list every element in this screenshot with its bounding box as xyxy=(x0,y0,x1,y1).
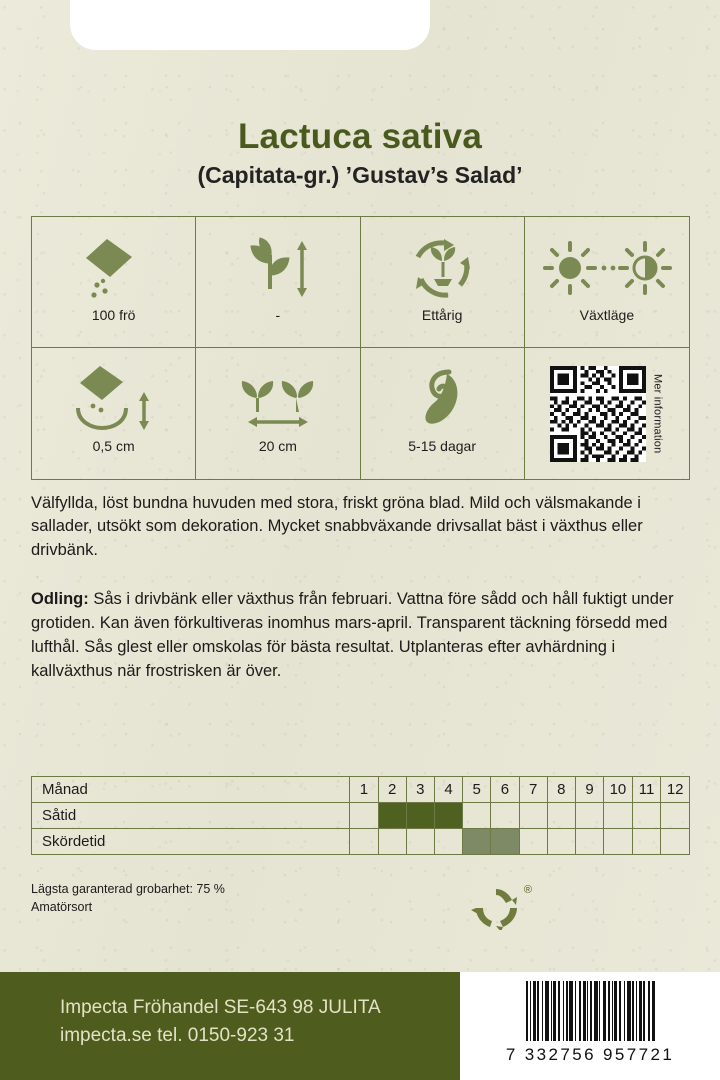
barcode-number: 7 332756 957721 xyxy=(505,1045,675,1064)
harvest-month-3 xyxy=(406,829,434,855)
month-header-11: 11 xyxy=(632,777,661,803)
table-header-label: Månad xyxy=(32,777,350,803)
month-header-1: 1 xyxy=(350,777,378,803)
variety-subtitle: (Capitata-gr.) ’Gustav’s Salad’ xyxy=(197,161,523,188)
grid-cell-sowing-depth xyxy=(32,348,196,479)
grid-cell-caption: 0,5 cm xyxy=(92,438,135,454)
sow-month-8 xyxy=(547,803,575,829)
annual-lifecycle-icon xyxy=(404,231,480,305)
month-header-12: 12 xyxy=(661,777,690,803)
footer-bar xyxy=(0,972,720,1080)
grid-cell-caption: 100 frö xyxy=(91,307,136,323)
description-text: Välfyllda, löst bundna huvuden med stora, friskt gröna blad. Mild och välsmakande i sallader, utsökt som dekoration. Mycket snabbväxande drivsallat bäst i växthus eller drivbänk. xyxy=(31,494,643,559)
germination-sprout-icon xyxy=(407,362,477,436)
grid-cell-caption: 20 cm xyxy=(258,438,297,454)
grid-cell-caption: 5-15 dagar xyxy=(408,438,476,454)
sow-month-10 xyxy=(604,803,633,829)
month-header-4: 4 xyxy=(434,777,462,803)
month-header-8: 8 xyxy=(547,777,575,803)
barcode-area xyxy=(460,972,720,1080)
harvest-month-4 xyxy=(434,829,462,855)
harvest-month-2 xyxy=(378,829,406,855)
harvest-month-9 xyxy=(575,829,603,855)
germination-rate-note: Lägsta garanterad grobarhet: 75 % xyxy=(31,882,225,896)
sowing-harvest-table xyxy=(31,776,690,855)
harvest-month-7 xyxy=(519,829,547,855)
harvest-month-8 xyxy=(547,829,575,855)
seed-class-note: Amatörsort xyxy=(31,900,93,915)
harvest-month-1 xyxy=(350,829,378,855)
plant-height-arrow-icon xyxy=(238,231,318,305)
month-header-6: 6 xyxy=(491,777,519,803)
grid-cell-more-info[interactable] xyxy=(525,348,689,479)
cultivation-text xyxy=(31,588,693,684)
sow-month-6 xyxy=(491,803,519,829)
sow-month-5 xyxy=(463,803,491,829)
table-row-header xyxy=(32,777,690,803)
grid-cell-caption: Växtläge xyxy=(579,307,635,323)
month-header-5: 5 xyxy=(463,777,491,803)
barcode-icon xyxy=(526,981,655,1041)
month-header-7: 7 xyxy=(519,777,547,803)
packet-hang-notch xyxy=(70,0,430,50)
sow-month-4 xyxy=(434,803,462,829)
row-label-sowing: Såtid xyxy=(32,803,350,829)
grid-cell-seed-count xyxy=(32,217,196,348)
green-dot-icon xyxy=(470,884,532,930)
table-row-sowing xyxy=(32,803,690,829)
harvest-month-10 xyxy=(604,829,633,855)
sow-month-12 xyxy=(661,803,690,829)
qr-code-icon[interactable] xyxy=(550,366,646,462)
month-header-9: 9 xyxy=(575,777,603,803)
grid-cell-caption: Ettårig xyxy=(421,307,463,323)
month-header-10: 10 xyxy=(604,777,633,803)
harvest-month-12 xyxy=(661,829,690,855)
icon-info-grid xyxy=(31,216,690,480)
grid-cell-germination-time xyxy=(361,348,525,479)
harvest-month-6 xyxy=(491,829,519,855)
sow-month-11 xyxy=(632,803,661,829)
cultivation-label: Odling: xyxy=(31,590,89,608)
page-title: Lactuca sativa xyxy=(237,117,483,156)
month-header-2: 2 xyxy=(378,777,406,803)
harvest-month-11 xyxy=(632,829,661,855)
company-address: Impecta Fröhandel SE-643 98 JULITA xyxy=(60,997,381,1018)
row-label-harvest: Skördetid xyxy=(32,829,350,855)
harvest-month-5 xyxy=(463,829,491,855)
sow-month-9 xyxy=(575,803,603,829)
grid-cell-caption: Mer information xyxy=(651,373,664,454)
month-header-3: 3 xyxy=(406,777,434,803)
sow-month-7 xyxy=(519,803,547,829)
sow-month-3 xyxy=(406,803,434,829)
company-info xyxy=(60,994,381,1049)
grid-cell-caption: - xyxy=(275,307,281,323)
grid-cell-location xyxy=(525,217,689,348)
registered-mark: ® xyxy=(523,884,532,896)
grid-cell-lifecycle xyxy=(361,217,525,348)
table-row-harvest xyxy=(32,829,690,855)
plant-spacing-icon xyxy=(228,362,328,436)
grid-cell-plant-height xyxy=(196,217,360,348)
grid-cell-plant-spacing xyxy=(196,348,360,479)
company-contact: impecta.se tel. 0150-923 31 xyxy=(60,1024,295,1046)
sow-month-1 xyxy=(350,803,378,829)
sun-partial-sun-icon xyxy=(542,231,672,305)
seed-packet-pouring-icon xyxy=(77,231,151,305)
sow-month-2 xyxy=(378,803,406,829)
sowing-depth-icon xyxy=(66,362,162,436)
footer-notes xyxy=(31,880,225,916)
cultivation-body: Sås i drivbänk eller växthus från februari. Vattna före sådd och håll fuktigt under grotiden. Kan även förkultiveras inomhus mars-april. Transparent täckning försedd med lufthål. Sås glest eller omskolas för bästa resultat. Utplanteras efter avhärdning i kallväxthus när frostrisken är över. xyxy=(31,590,674,680)
